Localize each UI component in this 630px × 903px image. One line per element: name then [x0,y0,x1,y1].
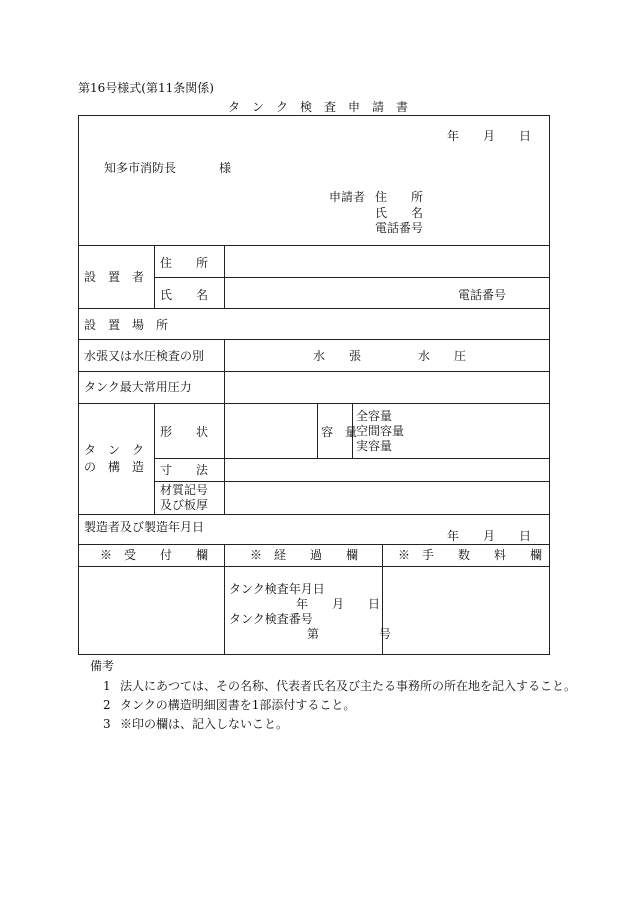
divider [154,277,550,278]
applicant-label: 申請者 [329,190,366,204]
divider [224,403,225,514]
divider [78,339,550,340]
material-label-1: 材質記号 [160,483,209,497]
manufacture-date: 年 月 日 [447,529,532,543]
note-text: 法人にあつては、その名称、代表者氏名及び主たる事務所の所在地を記入すること。 [120,679,577,693]
divider [154,403,155,514]
shape-label: 形 状 [160,425,209,439]
divider [78,308,550,309]
note-text: ※印の欄は、記入しないこと。 [120,717,289,731]
dimensions-label: 寸 法 [160,463,209,477]
divider [154,458,550,459]
note-number: 2 [103,698,111,712]
material-label-2: 及び板厚 [160,498,209,512]
honorific: 様 [219,161,232,175]
test-type-label: 水張又は水圧検査の別 [84,349,205,363]
notes-heading: 備考 [90,659,115,673]
capacity-space: 空間容量 [356,424,405,438]
applicant-address-label: 住 所 [375,190,424,204]
divider [154,481,550,482]
inspection-date: 年 月 日 [296,597,381,611]
inspection-number-label: タンク検査番号 [229,612,313,626]
applicant-name-label: 氏 名 [375,206,424,220]
max-pressure-label: タンク最大常用圧力 [84,380,192,394]
installer-label: 設 置 者 [84,270,145,284]
divider [224,245,225,308]
structure-label-1: タ ン ク [84,443,145,457]
divider [78,566,550,567]
installer-address-label: 住 所 [160,256,209,270]
note-text: タンクの構造明細図書を1部添付すること。 [120,698,356,712]
installer-phone-label: 電話番号 [458,288,507,302]
divider [154,245,155,308]
divider [78,544,550,545]
divider [224,339,225,403]
capacity-label: 容 量 [321,425,358,439]
divider [78,371,550,372]
install-place-label: 設 置 場 所 [84,318,169,332]
test-water-pressure: 水 圧 [418,349,467,363]
form-number: 第16号様式(第11条関係) [78,81,214,95]
note-number: 1 [103,679,111,693]
inspection-number: 第 号 [307,627,392,641]
application-date: 年 月 日 [447,129,532,143]
test-water-fill: 水 張 [313,349,362,363]
progress-header: ※ 経 過 欄 [250,548,359,562]
capacity-total: 全容量 [356,409,393,423]
divider [78,403,550,404]
note-number: 3 [103,717,111,731]
divider [78,514,550,515]
reception-header: ※ 受 付 欄 [100,548,209,562]
installer-name-label: 氏 名 [160,288,209,302]
addressee: 知多市消防長 [104,161,177,175]
divider [224,544,225,655]
divider [78,245,550,246]
divider [317,403,318,458]
applicant-phone-label: 電話番号 [375,221,424,235]
structure-label-2: の 構 造 [84,460,145,474]
inspection-date-label: タンク検査年月日 [229,582,325,596]
manufacturer-label: 製造者及び製造年月日 [84,520,205,534]
form-title: タ ン ク 検 査 申 請 書 [228,100,409,114]
fee-header: ※ 手 数 料 欄 [398,548,543,562]
capacity-actual: 実容量 [356,439,393,453]
